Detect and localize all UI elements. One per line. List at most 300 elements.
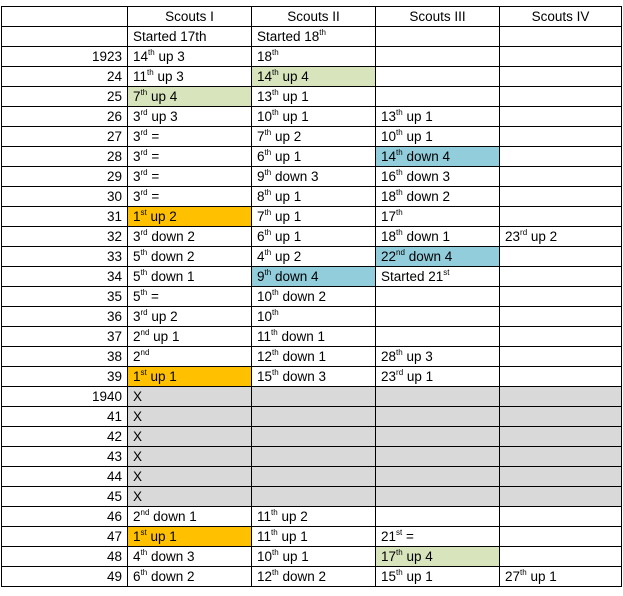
ordinal-suffix: th xyxy=(319,27,326,37)
ordinal-suffix: nd xyxy=(140,327,150,337)
cell-text: 13 xyxy=(257,89,273,104)
scouts-ii-cell xyxy=(252,67,376,87)
ordinal-suffix: th xyxy=(140,87,148,97)
cell-text: 18 xyxy=(381,189,397,204)
ordinal-suffix: th xyxy=(140,267,148,277)
ordinal-suffix: rd xyxy=(140,127,148,137)
cell-text: down 3 xyxy=(271,169,319,184)
scouts-ii-cell xyxy=(252,87,376,107)
scouts-i-cell xyxy=(128,287,252,307)
cell-text: up 1 xyxy=(271,209,302,224)
cell-text: 5 xyxy=(133,269,141,284)
scouts-iii-cell xyxy=(376,327,500,347)
year-cell: 1940 xyxy=(2,387,128,407)
scouts-iii-cell xyxy=(376,107,500,127)
year-cell: 35 xyxy=(2,287,128,307)
scouts-i-cell xyxy=(128,407,252,427)
ordinal-suffix: rd xyxy=(396,367,404,377)
scouts-iii-cell xyxy=(376,47,500,67)
cell-text: 12 xyxy=(257,349,273,364)
cell-text: 6 xyxy=(257,149,265,164)
cell-text: down 3 xyxy=(278,369,326,384)
cell-text: 13 xyxy=(381,109,397,124)
table-row xyxy=(2,407,622,427)
cell-text: = xyxy=(147,189,160,204)
table-row xyxy=(2,547,622,567)
ordinal-suffix: th xyxy=(520,567,527,577)
cell-text: Started 17th xyxy=(133,29,207,44)
table-row xyxy=(2,147,622,167)
cell-text: X xyxy=(133,469,143,484)
ordinal-suffix: th xyxy=(396,207,403,217)
table-row xyxy=(2,207,622,227)
cell-text: up 1 xyxy=(403,369,434,384)
scouts-iii-cell xyxy=(376,227,500,247)
scouts-ii-cell xyxy=(252,367,376,387)
scouts-ii-cell xyxy=(252,567,376,587)
ordinal-suffix: th xyxy=(396,167,403,177)
scouts-ii-cell xyxy=(252,247,376,267)
table-row xyxy=(2,127,622,147)
cell-text: Started 18 xyxy=(257,29,320,44)
cell-text: = xyxy=(147,169,160,184)
year-cell: 37 xyxy=(2,327,128,347)
cell-text: down 2 xyxy=(278,289,326,304)
scouts-iv-cell xyxy=(500,27,622,47)
cell-text: 15 xyxy=(381,569,397,584)
cell-text: 7 xyxy=(133,89,141,104)
table-row xyxy=(2,347,622,367)
cell-text: 5 xyxy=(133,289,141,304)
scouts-iii-cell xyxy=(376,27,500,47)
scouts-i-cell xyxy=(128,187,252,207)
cell-text: 15 xyxy=(257,369,273,384)
cell-text: = xyxy=(147,289,159,304)
ordinal-suffix: th xyxy=(396,187,403,197)
ordinal-suffix: th xyxy=(396,567,403,577)
scouts-iv-cell xyxy=(500,87,622,107)
year-cell: 38 xyxy=(2,347,128,367)
scouts-iv-cell xyxy=(500,67,622,87)
scouts-iii-cell xyxy=(376,467,500,487)
ordinal-suffix: th xyxy=(396,147,403,157)
cell-text: 10 xyxy=(257,549,273,564)
scouts-iv-cell xyxy=(500,527,622,547)
ordinal-suffix: th xyxy=(272,87,279,97)
year-cell: 32 xyxy=(2,227,128,247)
year-cell: 33 xyxy=(2,247,128,267)
cell-text: down 3 xyxy=(402,169,450,184)
year-cell: 31 xyxy=(2,207,128,227)
table-row xyxy=(2,307,622,327)
year-cell: 48 xyxy=(2,547,128,567)
cell-text: 11 xyxy=(257,529,272,544)
cell-text: 8 xyxy=(257,189,265,204)
header-scouts-iv: Scouts IV xyxy=(500,7,622,27)
cell-text: 3 xyxy=(133,169,141,184)
cell-text: 1 xyxy=(133,369,141,384)
scouts-iii-cell xyxy=(376,87,500,107)
scouts-ii-cell xyxy=(252,267,376,287)
scouts-iv-cell xyxy=(500,127,622,147)
scouts-iv-cell xyxy=(500,407,622,427)
cell-text: up 1 xyxy=(146,529,177,544)
scouts-iii-cell xyxy=(376,547,500,567)
ordinal-suffix: th xyxy=(271,507,278,517)
scouts-iv-cell xyxy=(500,547,622,567)
cell-text: 11 xyxy=(257,509,272,524)
cell-text: 1 xyxy=(133,209,141,224)
cell-text: 14 xyxy=(133,49,149,64)
scouts-ii-cell xyxy=(252,547,376,567)
cell-text: down 2 xyxy=(147,249,195,264)
ordinal-suffix: th xyxy=(140,287,148,297)
cell-text: up 1 xyxy=(271,229,302,244)
table-row xyxy=(2,367,622,387)
scouts-i-cell xyxy=(128,167,252,187)
ordinal-suffix: rd xyxy=(140,167,148,177)
cell-text: up 1 xyxy=(146,369,177,384)
table-row xyxy=(2,87,622,107)
scouts-iii-cell xyxy=(376,567,500,587)
cell-text: 11 xyxy=(133,69,148,84)
cell-text: down 2 xyxy=(147,229,195,244)
year-cell: 47 xyxy=(2,527,128,547)
ordinal-suffix: th xyxy=(264,267,272,277)
cell-text: up 1 xyxy=(149,329,180,344)
scouts-iii-cell xyxy=(376,67,500,87)
table-row xyxy=(2,67,622,87)
year-cell: 43 xyxy=(2,447,128,467)
ordinal-suffix: th xyxy=(396,127,403,137)
table-row xyxy=(2,27,622,47)
ordinal-suffix: th xyxy=(396,547,403,557)
cell-text: up 1 xyxy=(402,569,433,584)
ordinal-suffix: th xyxy=(148,47,155,57)
ordinal-suffix: th xyxy=(264,167,272,177)
table-row xyxy=(2,447,622,467)
ordinal-suffix: th xyxy=(264,147,272,157)
scouts-iii-cell xyxy=(376,367,500,387)
scouts-i-cell xyxy=(128,87,252,107)
scouts-iv-cell xyxy=(500,327,622,347)
scouts-i-cell xyxy=(128,367,252,387)
scouts-i-cell xyxy=(128,147,252,167)
scouts-i-cell xyxy=(128,327,252,347)
ordinal-suffix: th xyxy=(272,47,279,57)
scouts-iii-cell xyxy=(376,527,500,547)
cell-text: 4 xyxy=(133,549,141,564)
year-cell: 26 xyxy=(2,107,128,127)
cell-text: 27 xyxy=(505,569,521,584)
cell-text: 9 xyxy=(257,269,265,284)
scouts-ii-cell xyxy=(252,187,376,207)
table-row xyxy=(2,427,622,447)
scouts-ii-cell xyxy=(252,407,376,427)
scouts-i-cell xyxy=(128,527,252,547)
cell-text: 18 xyxy=(257,49,273,64)
scouts-iv-cell xyxy=(500,367,622,387)
cell-text: up 1 xyxy=(271,189,302,204)
cell-text: up 2 xyxy=(277,509,308,524)
scouts-iv-cell xyxy=(500,427,622,447)
ordinal-suffix: th xyxy=(140,247,148,257)
cell-text: down 1 xyxy=(402,229,450,244)
table-row xyxy=(2,107,622,127)
scouts-i-cell xyxy=(128,227,252,247)
scouts-ii-cell xyxy=(252,447,376,467)
scouts-iii-cell xyxy=(376,187,500,207)
scouts-ii-cell xyxy=(252,127,376,147)
cell-text: 4 xyxy=(257,249,265,264)
scouts-i-cell xyxy=(128,107,252,127)
scouts-iv-cell xyxy=(500,107,622,127)
year-cell: 46 xyxy=(2,507,128,527)
ordinal-suffix: st xyxy=(443,267,450,277)
scouts-ii-cell xyxy=(252,347,376,367)
table-row xyxy=(2,567,622,587)
ordinal-suffix: th xyxy=(272,367,279,377)
ordinal-suffix: th xyxy=(396,227,403,237)
ordinal-suffix: th xyxy=(272,67,279,77)
table-body xyxy=(2,27,622,587)
ordinal-suffix: th xyxy=(272,107,279,117)
scouts-iii-cell xyxy=(376,487,500,507)
scouts-iv-cell xyxy=(500,167,622,187)
table-row xyxy=(2,187,622,207)
ordinal-suffix: st xyxy=(396,527,403,537)
scouts-iv-cell xyxy=(500,267,622,287)
scouts-ii-cell xyxy=(252,467,376,487)
cell-text: = xyxy=(147,149,160,164)
ordinal-suffix: rd xyxy=(140,187,148,197)
table-row xyxy=(2,487,622,507)
cell-text: 18 xyxy=(381,229,397,244)
scouts-ii-cell xyxy=(252,287,376,307)
cell-text: 6 xyxy=(133,569,141,584)
scouts-i-cell xyxy=(128,267,252,287)
cell-text: 11 xyxy=(257,329,272,344)
table-row xyxy=(2,467,622,487)
ordinal-suffix: st xyxy=(140,367,147,377)
scouts-iv-cell xyxy=(500,447,622,467)
cell-text: up 1 xyxy=(271,149,302,164)
year-cell: 28 xyxy=(2,147,128,167)
cell-text: up 1 xyxy=(278,549,309,564)
ordinal-suffix: rd xyxy=(140,147,148,157)
scouts-iii-cell xyxy=(376,147,500,167)
ordinal-suffix: nd xyxy=(140,347,150,357)
cell-text: 3 xyxy=(133,229,141,244)
scouts-iv-cell xyxy=(500,287,622,307)
scouts-i-cell xyxy=(128,307,252,327)
table-row xyxy=(2,387,622,407)
cell-text: up 3 xyxy=(147,109,178,124)
ordinal-suffix: th xyxy=(264,127,272,137)
cell-text: 2 xyxy=(133,349,141,364)
cell-text: up 4 xyxy=(147,89,178,104)
year-cell: 30 xyxy=(2,187,128,207)
scouts-ii-cell xyxy=(252,527,376,547)
scouts-iii-cell xyxy=(376,127,500,147)
scouts-ii-cell xyxy=(252,167,376,187)
header-scouts-ii: Scouts II xyxy=(252,7,376,27)
table-row xyxy=(2,327,622,347)
year-cell: 34 xyxy=(2,267,128,287)
cell-text: 12 xyxy=(257,569,273,584)
cell-text: down 2 xyxy=(402,189,450,204)
cell-text: up 2 xyxy=(271,249,302,264)
ordinal-suffix: th xyxy=(272,547,279,557)
scouts-ii-cell xyxy=(252,487,376,507)
ordinal-suffix: st xyxy=(140,527,147,537)
ordinal-suffix: th xyxy=(272,567,279,577)
scouts-table-container xyxy=(1,6,622,587)
year-cell: 27 xyxy=(2,127,128,147)
ordinal-suffix: nd xyxy=(396,247,405,257)
cell-text: 3 xyxy=(133,189,141,204)
cell-text: 3 xyxy=(133,109,141,124)
scouts-iv-cell xyxy=(500,387,622,407)
header-row xyxy=(2,7,622,27)
scouts-iii-cell xyxy=(376,267,500,287)
cell-text: up 1 xyxy=(526,569,557,584)
cell-text: 3 xyxy=(133,149,141,164)
table-row xyxy=(2,247,622,267)
year-cell: 42 xyxy=(2,427,128,447)
scouts-iv-cell xyxy=(500,47,622,67)
cell-text: 6 xyxy=(257,229,265,244)
cell-text: X xyxy=(133,489,143,504)
scouts-iii-cell xyxy=(376,387,500,407)
cell-text: 3 xyxy=(133,309,141,324)
year-cell xyxy=(2,27,128,47)
cell-text: up 4 xyxy=(278,69,309,84)
cell-text: 23 xyxy=(381,369,397,384)
ordinal-suffix: th xyxy=(272,287,279,297)
cell-text: 17 xyxy=(381,209,397,224)
scouts-i-cell xyxy=(128,347,252,367)
ordinal-suffix: th xyxy=(396,107,403,117)
header-year xyxy=(2,7,128,27)
year-cell: 41 xyxy=(2,407,128,427)
scouts-ii-cell xyxy=(252,147,376,167)
scouts-i-cell xyxy=(128,507,252,527)
scouts-i-cell xyxy=(128,487,252,507)
ordinal-suffix: th xyxy=(271,327,278,337)
cell-text: 10 xyxy=(381,129,397,144)
table-row xyxy=(2,527,622,547)
scouts-i-cell xyxy=(128,467,252,487)
scouts-table xyxy=(1,6,622,587)
scouts-iii-cell xyxy=(376,447,500,467)
scouts-iv-cell xyxy=(500,567,622,587)
ordinal-suffix: th xyxy=(264,247,272,257)
year-cell: 1923 xyxy=(2,47,128,67)
cell-text: 23 xyxy=(505,229,521,244)
scouts-iii-cell xyxy=(376,307,500,327)
scouts-i-cell xyxy=(128,27,252,47)
cell-text: 1 xyxy=(133,529,141,544)
cell-text: down 4 xyxy=(271,269,319,284)
ordinal-suffix: th xyxy=(264,227,272,237)
cell-text: 9 xyxy=(257,169,265,184)
header-scouts-iii: Scouts III xyxy=(376,7,500,27)
scouts-iv-cell xyxy=(500,227,622,247)
ordinal-suffix: th xyxy=(264,207,272,217)
scouts-i-cell xyxy=(128,547,252,567)
table-row xyxy=(2,47,622,67)
scouts-iv-cell xyxy=(500,147,622,167)
cell-text: down 4 xyxy=(404,249,453,264)
cell-text: 14 xyxy=(257,69,273,84)
ordinal-suffix: th xyxy=(272,307,279,317)
table-row xyxy=(2,167,622,187)
cell-text: down 1 xyxy=(149,509,197,524)
scouts-iii-cell xyxy=(376,427,500,447)
cell-text: 17 xyxy=(381,549,397,564)
scouts-iii-cell xyxy=(376,167,500,187)
scouts-iv-cell xyxy=(500,507,622,527)
cell-text: up 2 xyxy=(271,129,302,144)
cell-text: up 2 xyxy=(146,209,177,224)
cell-text: X xyxy=(133,409,143,424)
ordinal-suffix: th xyxy=(140,567,148,577)
year-cell: 45 xyxy=(2,487,128,507)
scouts-ii-cell xyxy=(252,47,376,67)
cell-text: 10 xyxy=(257,109,273,124)
cell-text: 22 xyxy=(381,249,397,264)
scouts-i-cell xyxy=(128,427,252,447)
scouts-ii-cell xyxy=(252,107,376,127)
header-scouts-i: Scouts I xyxy=(128,7,252,27)
cell-text: 10 xyxy=(257,309,273,324)
table-row xyxy=(2,267,622,287)
cell-text: Started 21 xyxy=(381,269,444,284)
cell-text: = xyxy=(402,529,414,544)
scouts-i-cell xyxy=(128,67,252,87)
scouts-ii-cell xyxy=(252,427,376,447)
cell-text: down 3 xyxy=(147,549,195,564)
scouts-ii-cell xyxy=(252,387,376,407)
cell-text: up 3 xyxy=(153,69,184,84)
ordinal-suffix: th xyxy=(396,347,403,357)
cell-text: up 4 xyxy=(402,549,433,564)
cell-text: down 2 xyxy=(147,569,195,584)
table-row xyxy=(2,507,622,527)
cell-text: 2 xyxy=(133,329,141,344)
year-cell: 49 xyxy=(2,567,128,587)
scouts-iv-cell xyxy=(500,467,622,487)
scouts-iv-cell xyxy=(500,247,622,267)
cell-text: down 2 xyxy=(278,569,326,584)
cell-text: up 1 xyxy=(402,129,433,144)
table-row xyxy=(2,287,622,307)
scouts-iii-cell xyxy=(376,407,500,427)
ordinal-suffix: th xyxy=(272,347,279,357)
cell-text: up 3 xyxy=(154,49,185,64)
cell-text: up 2 xyxy=(527,229,558,244)
scouts-iv-cell xyxy=(500,307,622,327)
ordinal-suffix: th xyxy=(271,527,278,537)
cell-text: up 1 xyxy=(277,529,308,544)
cell-text: up 3 xyxy=(402,349,433,364)
cell-text: = xyxy=(147,129,160,144)
cell-text: 7 xyxy=(257,129,265,144)
scouts-i-cell xyxy=(128,207,252,227)
scouts-ii-cell xyxy=(252,27,376,47)
cell-text: down 1 xyxy=(277,329,325,344)
